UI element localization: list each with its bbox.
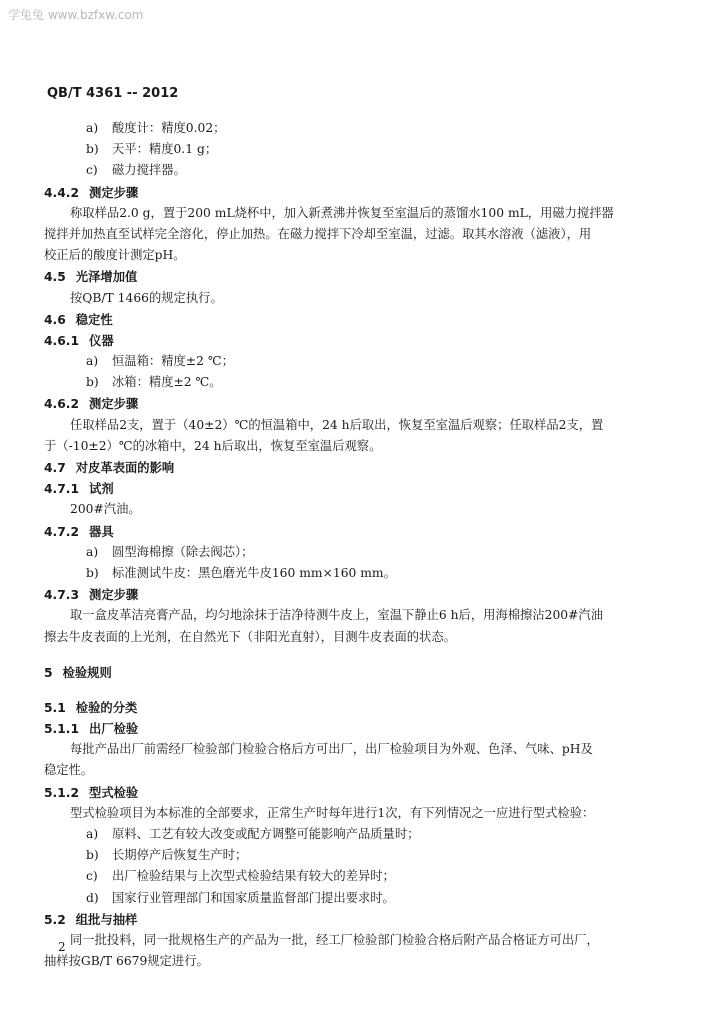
list-item-text: 长期停产后恢复生产时； <box>112 848 248 863</box>
list-item-text: 天平：精度0.1 g； <box>112 142 218 157</box>
list-item-text: 酸度计：精度0.02； <box>112 121 226 135</box>
list-item-text: 磁力搅拌器。 <box>112 163 186 178</box>
paragraph-line: 型式检验项目为本标准的全部要求，正常生产时每年进行1次，有下列情况之一应进行型式检验： <box>70 805 595 820</box>
section-title: 器具 <box>89 523 114 539</box>
section-title: 出厂检验 <box>89 721 139 737</box>
section-number: 5.1.2 <box>44 785 80 800</box>
list-item <box>58 563 658 584</box>
spacer <box>58 683 658 697</box>
section-number: 4.5 <box>44 270 66 285</box>
standard-number-header: QB/T 4361 -- 2012 <box>47 86 179 101</box>
section-title: 检验规则 <box>62 664 112 680</box>
paragraph-line: 200#汽油。 <box>70 502 141 517</box>
spacer <box>58 648 658 662</box>
section-heading <box>44 330 658 351</box>
section-number: 4.7.3 <box>44 588 80 603</box>
list-item <box>58 542 658 563</box>
section-heading <box>44 782 658 803</box>
list-item <box>58 824 658 845</box>
paragraph-line: 每批产品出厂前需经厂检验部门检验合格后方可出厂，出厂检验项目为外观、色泽、气味、pH及 <box>70 742 593 757</box>
paragraph-line: 于（-10±2）℃的冰箱中，24 h后取出，恢复至室温后观察。 <box>44 438 382 453</box>
list-item-label: b) <box>86 375 99 390</box>
list-item-text: 标准测试牛皮：黑色磨光牛皮160 mm×160 mm。 <box>112 565 396 580</box>
section-heading <box>44 909 658 930</box>
section-number: 4.6 <box>44 312 66 327</box>
list-item <box>58 351 658 372</box>
section-heading <box>44 521 658 542</box>
section-heading <box>44 266 658 287</box>
list-item-text: 国家行业管理部门和国家质量监督部门提出要求时。 <box>112 890 395 905</box>
page-number: 2 <box>58 940 66 954</box>
section-title: 对皮革表面的影响 <box>75 460 175 475</box>
section-title: 测定步骤 <box>89 184 139 200</box>
paragraph-line: 称取样品2.0 g，置于200 mL烧杯中，加入新煮沸并恢复至室温后的蒸馏水100 mL，用磁力搅拌器 <box>70 205 614 220</box>
list-item-label: b) <box>86 142 99 157</box>
list-item-label: a) <box>86 121 99 135</box>
section-heading <box>44 584 658 605</box>
section-number: 5.1 <box>44 700 66 715</box>
section-heading <box>44 457 658 478</box>
paragraph-line: 任取样品2支，置于（40±2）℃的恒温箱中，24 h后取出，恢复至室温后观察；任取样品2支，置 <box>70 417 604 432</box>
section-heading <box>44 662 658 683</box>
list-item-text: 圆型海棉擦（除去阀芯）； <box>112 544 254 559</box>
paragraph-line: 稳定性。 <box>44 763 94 778</box>
section-number: 4.6.2 <box>44 397 80 412</box>
section-title: 检验的分类 <box>75 699 138 715</box>
section-number: 4.4.2 <box>44 185 80 200</box>
list-item-text: 冰箱：精度±2 ℃。 <box>112 375 222 390</box>
section-number: 5.2 <box>44 912 66 927</box>
watermark: 学兔兔 www.bzfxw.com <box>8 8 144 22</box>
section-title: 稳定性 <box>75 311 113 327</box>
list-item-label: b) <box>86 565 99 580</box>
section-title: 测定步骤 <box>89 396 139 412</box>
section-title: 光泽增加值 <box>75 269 138 285</box>
section-title: 仪器 <box>89 332 114 348</box>
section-heading <box>44 309 658 330</box>
section-title: 测定步骤 <box>89 587 139 603</box>
list-item-label: a) <box>86 354 99 369</box>
section-heading <box>44 697 658 718</box>
paragraph-line: 取一盒皮革洁亮膏产品，均匀地涂抹于洁净待测牛皮上，室温下静止6 h后，用海棉擦沾200#汽油 <box>70 608 604 623</box>
list-item <box>58 139 658 160</box>
section-number: 4.7.1 <box>44 482 80 497</box>
list-item-label: d) <box>86 890 99 905</box>
paragraph-line: 同一批投料，同一批规格生产的产品为一批，经工厂检验部门检验合格后附产品合格证方可出厂， <box>70 932 599 947</box>
section-number: 5.1.1 <box>44 722 80 737</box>
list-item <box>58 160 658 181</box>
list-item-text: 恒温箱：精度±2 ℃； <box>112 354 234 369</box>
paragraph-line: 搅拌并加热直至试样完全溶化，停止加热。在磁力搅拌下冷却至室温，过滤。取其水溶液（滤液），用 <box>44 226 592 241</box>
section-title: 组批与抽样 <box>75 911 138 927</box>
section-number: 4.7 <box>44 461 66 475</box>
list-item-text: 出厂检验结果与上次型式检验结果有较大的差异时； <box>112 869 395 884</box>
section-heading <box>44 182 658 203</box>
section-heading <box>44 718 658 739</box>
list-item <box>58 118 658 139</box>
list-item-label: a) <box>86 827 99 841</box>
section-number: 4.7.2 <box>44 524 80 539</box>
section-number: 5 <box>44 665 53 680</box>
list-item <box>58 372 658 393</box>
list-item-label: b) <box>86 848 99 863</box>
paragraph-line: 抽样按GB/T 6679规定进行。 <box>44 954 209 969</box>
section-heading <box>44 478 658 499</box>
paragraph-line: 按QB/T 1466的规定执行。 <box>70 290 223 305</box>
paragraph-line: 擦去牛皮表面的上光剂，在自然光下（非阳光直射），目测牛皮表面的状态。 <box>44 629 456 644</box>
section-number: 4.6.1 <box>44 333 80 348</box>
section-title: 试剂 <box>89 481 114 497</box>
paragraph-line: 校正后的酸度计测定pH。 <box>44 248 186 263</box>
list-item <box>58 888 658 909</box>
list-item-label: c) <box>86 869 98 884</box>
list-item-label: c) <box>86 163 98 178</box>
section-heading <box>44 393 658 414</box>
list-item-label: a) <box>86 544 99 559</box>
document-body <box>44 118 658 972</box>
list-item <box>58 866 658 887</box>
list-item-text: 原料、工艺有较大改变或配方调整可能影响产品质量时； <box>112 827 420 841</box>
section-title: 型式检验 <box>89 784 139 800</box>
list-item <box>58 845 658 866</box>
